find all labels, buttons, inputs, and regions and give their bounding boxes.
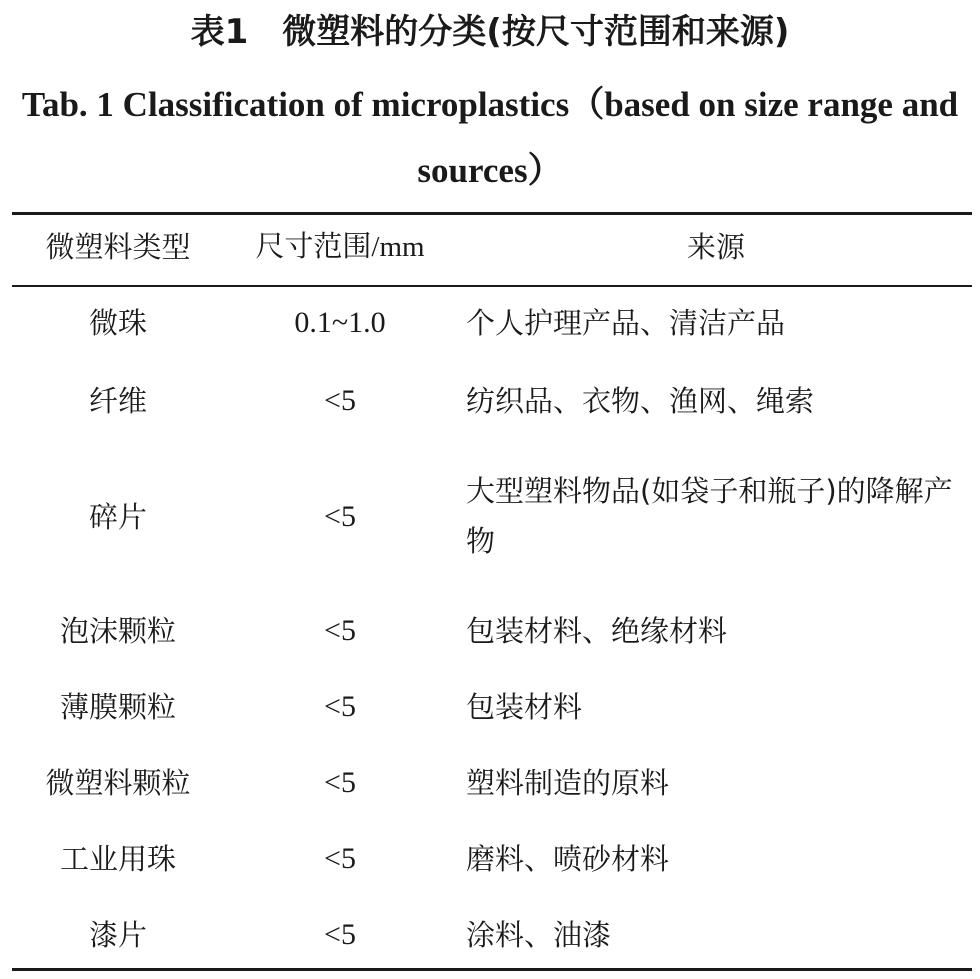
row-type: 微塑料颗粒 [45,766,191,800]
row-source: 个人护理产品、清洁产品 [466,306,786,340]
row-type: 泡沫颗粒 [59,614,176,648]
row-size: <5 [324,918,356,951]
header-type: 微塑料类型 [45,230,191,264]
table-bottom-rule [12,968,972,971]
row-source: 大型塑料物品(如袋子和瓶子)的降解产物 [466,474,953,558]
row-type: 漆片 [88,918,147,952]
header-source: 来源 [686,230,745,264]
row-size: <5 [324,766,356,799]
row-source: 包装材料 [466,690,583,724]
row-size: <5 [324,614,356,647]
row-size: <5 [324,384,356,417]
row-type: 碎片 [88,500,147,534]
row-source: 包装材料、绝缘材料 [466,614,728,648]
row-source: 纺织品、衣物、渔网、绳索 [466,384,815,418]
row-type: 薄膜颗粒 [59,690,176,724]
row-size: 0.1~1.0 [294,306,386,339]
row-size: <5 [324,842,356,875]
row-type: 微珠 [88,306,147,340]
row-source: 涂料、油漆 [466,918,612,952]
table-caption-english: Tab. 1 Classification of microplastics（based on size range and sources） [21,85,959,190]
table-caption-chinese: 表1 微塑料的分类(按尺寸范围和来源) [190,12,790,52]
row-source: 磨料、喷砂材料 [466,842,670,876]
header-size: 尺寸范围/mm [255,231,425,263]
table-header-rule [12,285,972,287]
row-type: 工业用珠 [59,842,176,876]
table-top-rule [12,212,972,215]
row-size: <5 [324,690,356,723]
row-size: <5 [324,500,356,533]
row-type: 纤维 [88,384,147,418]
row-source: 塑料制造的原料 [466,766,670,800]
